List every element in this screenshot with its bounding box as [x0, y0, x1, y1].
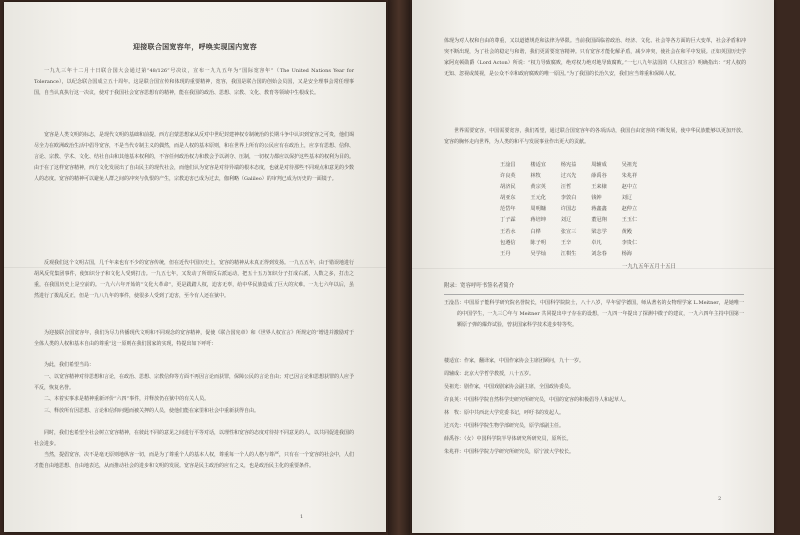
bio-entry: 过兴先：中国科学院生物学部研究员，原学部副主任。: [444, 423, 565, 429]
signatory-name: 赵中立: [621, 184, 638, 191]
signatory-name: 林牧: [530, 173, 541, 180]
page-number: 2: [718, 496, 722, 502]
signatory-name: 王若水: [500, 228, 516, 235]
bio-entry: 林 牧：原中共西北大学党委书记，呼吁书的发起人。: [444, 410, 565, 416]
signatory-name: 丁子霖: [500, 217, 516, 224]
signatory-name: 薛禹谷: [591, 173, 607, 180]
bio-entry: 周辅成：北京大学哲学教授，八十五岁。: [444, 371, 535, 377]
signatory-name: 刘辽: [560, 217, 572, 224]
bio-entry: 朱兆祥：中国科学院力学研究所研究员，原宁波大学校长。: [444, 449, 575, 455]
signatory-name: 梁志学: [591, 228, 607, 235]
paragraph-tolerance: 宽容是人类文明的标志，是现代文明的基础和前提。西方启蒙思想家从反对中世纪封建神权专制统治的长期斗争中认识到宽容之可贵，他们竭尽全力在欧洲政治生活中倡导宽容，不是当代专制主义的偶然，而是人权的基本原则，和在世界上所有的公民应有在政治上，应享有思想、信仰、言论、宗教、学术、文化、结社自由和其他基本权利的，不容任何政治权力和教会予以剥夺、压制，一切权力都应以保护这些基本的权利为目的。由于在了这样宽容精神，西方文化发展出了自由民主的现代社会，而他们认为宽容是对待异端的根本态度，也就是对待那些不同观点和意见的少数人的态度。宽容的精神可以避免人群之间的冲突与仇恨的产生，宗教迫害已成为过去，伽利略（Galileo）的审判已成为历史的一面镜子。: [34, 132, 354, 183]
signatory-name: 朱兆祥: [621, 173, 638, 180]
signatory-name: 过兴先: [560, 173, 577, 180]
paragraph-history: 反观我们这个文明古国，几千年来也有不少的宽容传统，但在近代中国历史上，宽容的精神从未真正得到发扬。一九五五年，由于错误地进行胡风反党集团事件，使知识分子和文化人受到打击。一九五七年，又发动了所谓反右派运动，把五十五万知识分子打成右派，人数之多，打击之重，在我国历史上是空前的。一九六六年开始的“文化大革命”，更是践踏人权，迫害无辜，给中华民族造成了巨大的灾难。一九七六年以后，虽然进行了拨乱反正，但是一九八九年的事件，使很多人受到了迫害，至今有人还在狱中。: [34, 260, 354, 300]
signatory-name: 胡济民: [500, 184, 516, 191]
signatory-name: 楼适宜: [530, 162, 546, 168]
paragraph-point-2: 二、本着实事求是精神重新评价“六四”事件，并释放仍在狱中的有关人员。: [44, 396, 210, 402]
paragraph-continuation: 体现为对人权和自由的尊重，又以道德规范和法律为界限。当前我国面临着政治、经济、文化、社会等各方面的巨大变革，社会矛盾和冲突不断出现，为了社会的稳定与和谐，我们更需要宽容精神。只有宽容才能化解矛盾，减少冲突，使社会在和平中发展。正如英国历史学家阿克顿勋爵（Lord Acton）所说：“权力导致腐败，绝对权力绝对地导致腐败。”一七八九年法国的《人权宣言》明确指出：“对人权的无知、忽视或蔑视，是公众不幸和政府腐败的唯一原因。”为了我国的长治久安，我们应当尊重和保障人权。: [444, 38, 746, 78]
signatory-name: 范岱年: [500, 206, 516, 213]
signatory-name: 黄殿: [621, 228, 632, 235]
signatory-name: 许国志: [560, 206, 577, 213]
appendix-title: 附录：宽容呼吁书签名者简介: [444, 283, 515, 289]
signatory-name: 王来棣: [591, 184, 607, 191]
signatory-name: 王玉仁: [621, 217, 638, 224]
signatory-name: 蒋培坤: [530, 217, 546, 224]
signatory-name: 杨海: [621, 250, 632, 257]
divider: [444, 294, 744, 295]
paragraph-point-1: 一、以宽容精神对待思想和言论，在政治、思想、宗教信仰等方面不再因言论而获罪，保障公民的言论自由；对已因言论和思想获罪的人应予平反，恢复名誉。: [34, 374, 355, 392]
signatory-name: 周辅成: [591, 162, 607, 168]
paragraph-appeal: 为迎接联合国宽容年，我们为尽力传播现代文明和不同观念的宽容精神，促使《联合国宪章》和《世界人权宣言》所规定的“增进并激励对于全体人类的人权和基本自由的尊重”这一原则在我们国家的实现，特提出如下呼吁：: [34, 330, 354, 348]
signatory-name: 许良英: [500, 173, 516, 180]
signatory-name: 王淦昌: [500, 162, 516, 168]
signatory-name: 董冠翔: [591, 217, 607, 224]
bio-entry: 吴祖光：剧作家，中国戏剧家协会副主席，全国政协委员。: [444, 384, 575, 390]
signatory-list: [500, 160, 650, 259]
bio-entry: 许良英：中国科学院自然科学史研究所研究员，中国的宽容的积极倡导人和起草人。: [444, 397, 630, 403]
signatory-name: 包遵信: [500, 239, 516, 246]
paragraph-point-3: 三、释放所有因思想、言论和信仰问题而被关押的人员，使他们能在家里和社会中重新获得自由。: [44, 408, 260, 414]
signatory-name: 汪哲: [560, 184, 572, 191]
paragraph-hope: 为此，我们希望当局：: [44, 362, 95, 368]
page-fold: [412, 268, 774, 269]
bio-entry: 薛禹谷：（女）中国科学院半导体研究所研究员，原所长。: [444, 436, 572, 442]
page-fold: [4, 267, 386, 268]
signatory-name: 卓凡: [591, 239, 602, 246]
signatory-name: 杨宪益: [560, 162, 577, 168]
signatory-name: 吴祖光: [621, 162, 638, 168]
signatory-name: 王辛: [560, 239, 572, 246]
signatory-name: 李贵仁: [621, 239, 638, 246]
signatory-name: 吴学灿: [530, 250, 546, 257]
signatory-name: 张宣三: [560, 228, 577, 235]
desk-background: [388, 0, 410, 535]
paragraph-society: 同时，我们也希望全社会树立宽容精神，在彼此不同的意见之间进行平等对话，以理性和宽容的态度对待持不同意见的人，以共同促进我国的社会进步。: [34, 430, 355, 448]
signatory-name: 蒋鑫鑫: [591, 206, 607, 213]
signatory-name: 江棋生: [560, 250, 577, 257]
signatory-name: 钱钟: [591, 195, 602, 202]
signatory-name: 刘辽: [621, 195, 632, 202]
signatory-name: 赵仲立: [621, 206, 638, 213]
page-number: 1: [300, 514, 304, 520]
signatory-name: 李敦白: [560, 195, 577, 202]
paragraph-intro: 一九九三年十二月十日联合国大会通过第“48/126”号决议，宣布一九九五年为“国际宽容年”（The United Nations Year for Tolerance），以纪念联合国成立五十周年。这是联合国宣传和体现的重要精神，宽容，我国是联合国的创始会员国，又是安全理事会常任理事国，自当认真执行这一决议，使对于我国社会宽容思想有的精神，能在我国的政治、思想、宗教、文化、教育等领域中生根成长。: [34, 68, 354, 97]
signatory-name: 黄宗英: [530, 184, 546, 191]
bio-entry: 楼适宜：作家，翻译家，中国作家协会主席团顾问，九十一岁。: [444, 358, 585, 364]
signatory-name: 白桦: [530, 228, 541, 235]
right-document-page: [412, 0, 774, 533]
bio-entry: 王淦昌：中国原子能科学研究院名誉院长，中国科学院院士，八十八岁，早年留学德国，师从著名的女物理学家 L.Meitner，是她唯一的中国学生，一九三〇年与 Meitner 共同提出中子存在的设想，一九四一年提出了探测中微子的建议，一九六四年主持中国第一颗原子弹的爆炸试验，曾获国家科学技术进步特等奖。: [444, 300, 744, 329]
signatory-name: 陈子明: [530, 239, 546, 246]
document-title: 迎接联合国宽容年，呼唤实现国内宽容: [132, 42, 258, 51]
signatory-name: 王丹: [500, 250, 511, 257]
paragraph-conclusion: 世界需要宽容，中国需要宽容，我们希望，通过联合国宽容年的各项活动，我国自由宽容的不断发展，使中华民族能够以更加开放、宽容的胸怀走向世界，为人类的和平与发展事业作出更大的贡献。: [444, 128, 746, 146]
signatory-name: 周明镛: [530, 206, 546, 213]
left-document-page: [4, 2, 386, 532]
signatory-name: 胡亚东: [500, 195, 516, 202]
signatory-name: 刘念春: [591, 250, 607, 257]
signatory-name: 王元化: [530, 195, 546, 202]
document-date: 一九九五年五月十五日: [622, 264, 676, 270]
paragraph-closing: 当然，提倡宽容，决不是毫无原则地纵容一切，而是为了尊重个人的基本人权，尊重每一个人的人格与尊严，只有在一个宽容的社会中，人们才能自由地思想、自由地表达，从而推动社会的进步和文明的发展。宽容是民主政治的应有之义，也是政治民主化的重要条件。: [34, 452, 354, 470]
